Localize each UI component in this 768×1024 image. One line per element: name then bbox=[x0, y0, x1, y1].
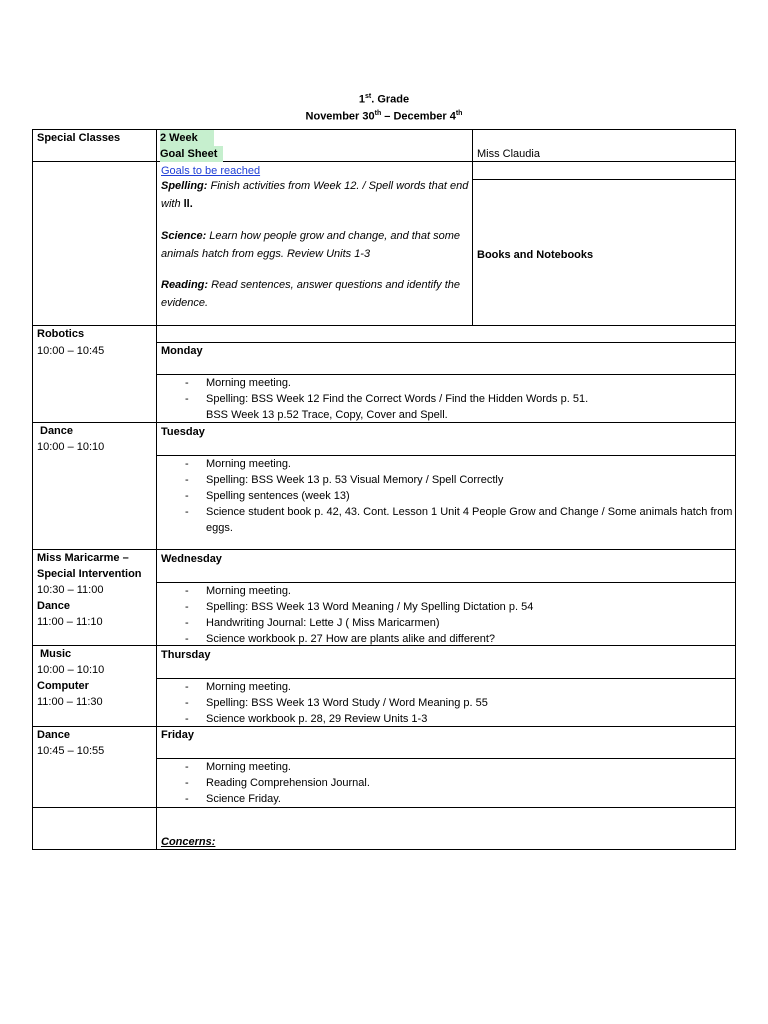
row-divider bbox=[32, 807, 736, 808]
date-range: November 30th – December 4th bbox=[305, 110, 463, 123]
list-item: - Morning meeting. bbox=[161, 759, 733, 775]
day-header-tuesday: Tuesday bbox=[161, 426, 205, 438]
list-item: - Handwriting Journal: Lette J ( Miss Maricarmen) bbox=[161, 615, 733, 631]
special-name: Music bbox=[40, 648, 72, 660]
task-list-tuesday bbox=[161, 456, 733, 536]
row-divider bbox=[472, 179, 736, 180]
books-notebooks-label: Books and Notebooks bbox=[477, 249, 594, 261]
task-list-monday bbox=[161, 375, 733, 423]
column-divider bbox=[156, 129, 157, 850]
list-item: - Spelling: BSS Week 12 Find the Correct Words / Find the Hidden Words p. 51. bbox=[161, 391, 733, 407]
special-name: Robotics bbox=[37, 328, 85, 340]
special-name: Dance bbox=[37, 729, 71, 741]
special-time: 10:00 – 10:10 bbox=[37, 441, 105, 453]
task-list-wednesday bbox=[161, 583, 733, 647]
special-name: Special Intervention bbox=[37, 568, 142, 580]
list-item: BSS Week 13 p.52 Trace, Copy, Cover and Spell. bbox=[206, 409, 448, 421]
task-list-thursday bbox=[161, 679, 733, 727]
row-divider bbox=[32, 161, 473, 162]
list-item: - Morning meeting. bbox=[161, 456, 733, 472]
special-time: 11:00 – 11:30 bbox=[37, 696, 103, 708]
list-item: - Science Friday. bbox=[161, 791, 733, 807]
special-name: Dance bbox=[40, 425, 74, 437]
list-item: - Spelling: BSS Week 13 Word Study / Word Meaning p. 55 bbox=[161, 695, 733, 711]
special-name: Computer bbox=[37, 680, 89, 692]
goals-link[interactable]: Goals to be reached bbox=[161, 165, 261, 177]
special-name: Dance bbox=[37, 600, 71, 612]
day-header-monday: Monday bbox=[161, 345, 203, 357]
special-time: 10:00 – 10:10 bbox=[37, 664, 105, 676]
special-time: 10:00 – 10:45 bbox=[37, 345, 105, 357]
day-header-thursday: Thursday bbox=[161, 649, 211, 661]
list-item: - Science student book p. 42, 43. Cont. Lesson 1 Unit 4 People Grow and Change / Some animals hatch from eggs. bbox=[161, 504, 733, 536]
goal-science: Science: Learn how people grow and change, and that some animals hatch from eggs. Review Units 1-3 bbox=[161, 230, 461, 260]
task-list-friday bbox=[161, 759, 733, 807]
teacher-name: Miss Claudia bbox=[477, 148, 540, 160]
day-header-wednesday: Wednesday bbox=[161, 553, 222, 565]
concerns-label: Concerns: bbox=[161, 836, 216, 848]
list-item: - Spelling: BSS Week 13 Word Meaning / My Spelling Dictation p. 54 bbox=[161, 599, 733, 615]
list-item: - Spelling sentences (week 13) bbox=[161, 488, 733, 504]
special-time: 10:30 – 11:00 bbox=[37, 584, 104, 596]
grade-title: 1st. Grade bbox=[358, 93, 410, 106]
list-item: - Morning meeting. bbox=[161, 375, 733, 391]
goal-sheet-line1: 2 Week bbox=[160, 130, 214, 146]
row-divider bbox=[156, 342, 736, 343]
day-header-friday: Friday bbox=[161, 729, 195, 741]
goal-sheet-line2: Goal Sheet bbox=[160, 146, 223, 162]
row-divider bbox=[32, 325, 736, 326]
list-item: - Morning meeting. bbox=[161, 679, 733, 695]
goal-spelling: Spelling: Finish activities from Week 12. / Spell words that end with ll. bbox=[161, 180, 469, 210]
list-item: - Reading Comprehension Journal. bbox=[161, 775, 733, 791]
special-time: 10:45 – 10:55 bbox=[37, 745, 105, 757]
special-name: Miss Maricarme – bbox=[37, 552, 129, 564]
list-item: - Morning meeting. bbox=[161, 583, 733, 599]
special-classes-label: Special Classes bbox=[37, 132, 121, 144]
row-divider bbox=[32, 549, 736, 550]
list-item: - Science workbook p. 28, 29 Review Units 1-3 bbox=[161, 711, 733, 727]
list-item: - Science workbook p. 27 How are plants alike and different? bbox=[161, 631, 733, 647]
special-time: 11:00 – 11:10 bbox=[37, 616, 103, 628]
column-divider bbox=[472, 129, 473, 326]
list-item: - Spelling: BSS Week 13 p. 53 Visual Memory / Spell Correctly bbox=[161, 472, 733, 488]
goal-reading: Reading: Read sentences, answer questions and identify the evidence. bbox=[161, 279, 460, 309]
